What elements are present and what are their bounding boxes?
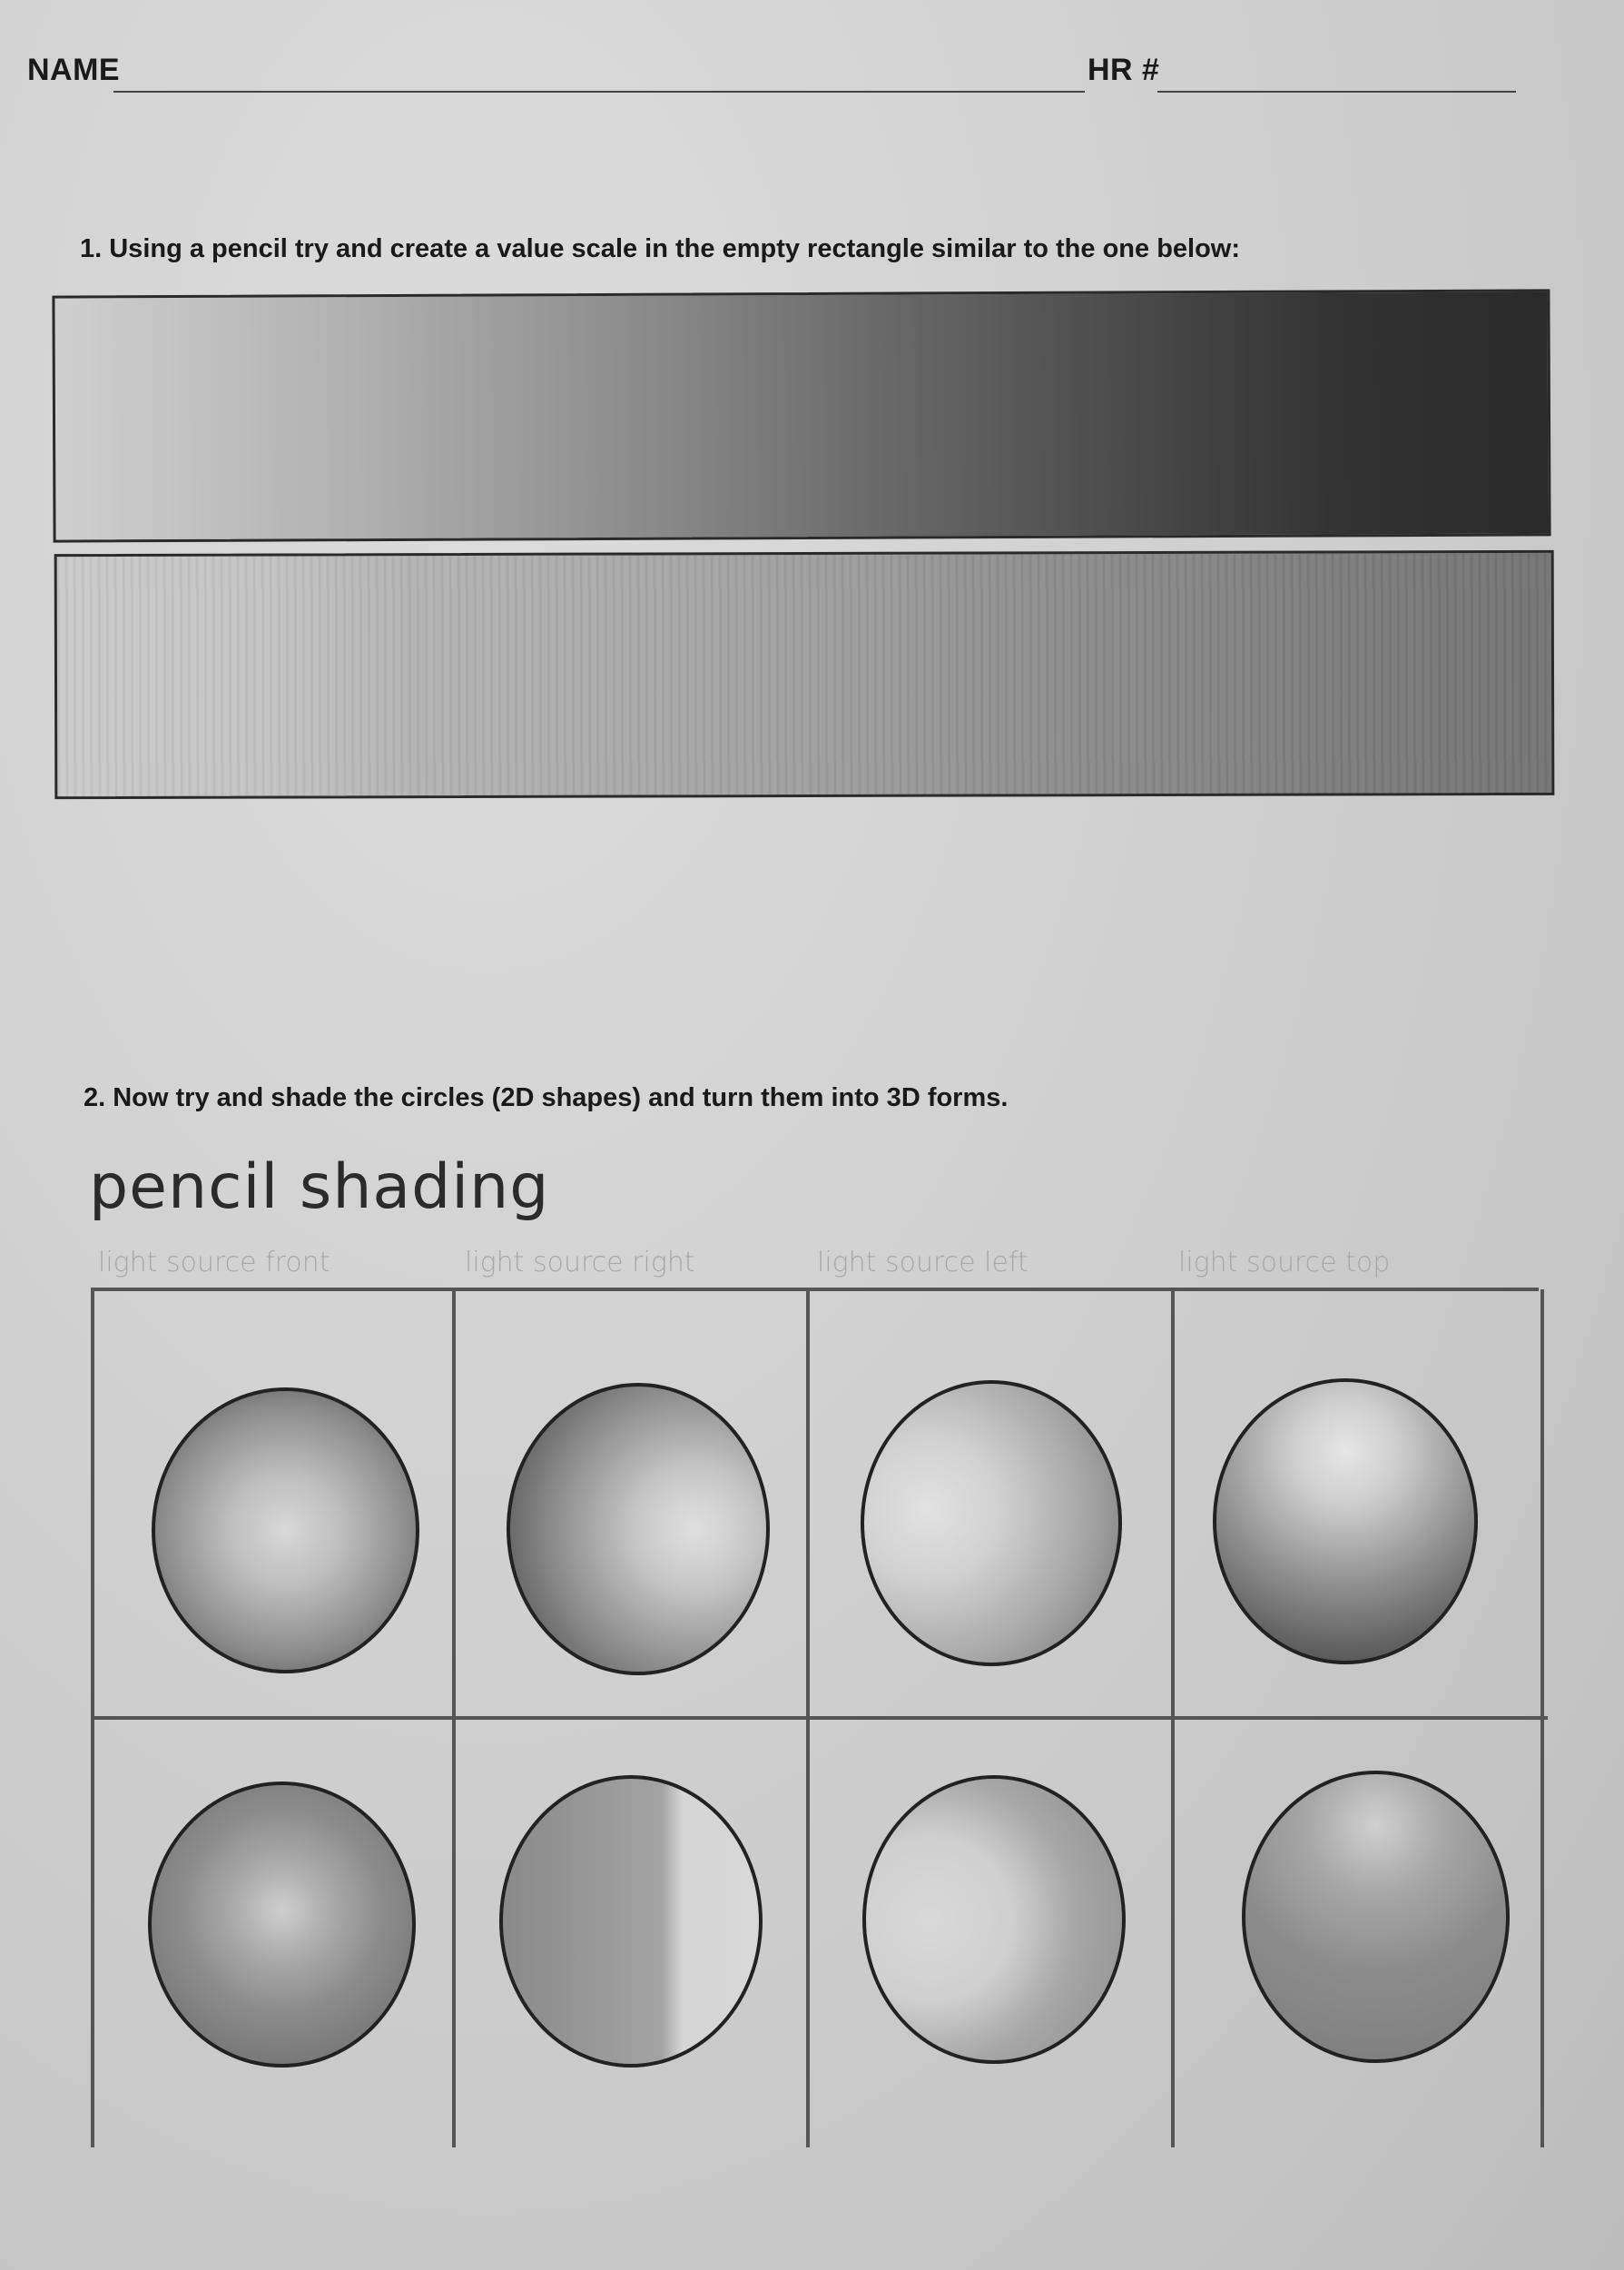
name-label: NAME (27, 53, 121, 87)
sphere-top-example (1213, 1378, 1478, 1664)
student-value-scale[interactable] (54, 550, 1555, 799)
question-2-text: 2. Now try and shade the circles (2D shapes) and turn them into 3D forms. (84, 1083, 1009, 1112)
grid-top-border (91, 1288, 1539, 1291)
hr-label: HR # (1088, 53, 1160, 87)
sphere-front-student[interactable] (148, 1781, 416, 2068)
sphere-top-student[interactable] (1242, 1771, 1510, 2063)
grid-left-border (91, 1289, 94, 2147)
sphere-left-example (861, 1380, 1122, 1666)
grid-divider-3 (1171, 1289, 1175, 2147)
sphere-left-student[interactable] (862, 1775, 1126, 2064)
column-label-front: light source front (98, 1247, 330, 1278)
sphere-right-student[interactable] (499, 1775, 763, 2068)
column-label-top: light source top (1178, 1247, 1391, 1278)
column-label-left: light source left (817, 1247, 1029, 1278)
grid-right-border (1540, 1289, 1544, 2147)
question-1-text: 1. Using a pencil try and create a value scale in the empty rectangle similar to the one below: (80, 234, 1241, 263)
pencil-shading-title: pencil shading (89, 1151, 550, 1223)
sphere-front-example (152, 1387, 419, 1673)
sphere-right-example (507, 1383, 770, 1675)
example-value-scale (52, 289, 1550, 542)
name-underline (113, 91, 1085, 93)
grid-middle-border (91, 1716, 1548, 1720)
column-label-right: light source right (465, 1247, 695, 1278)
grid-divider-1 (452, 1289, 456, 2147)
hr-underline (1157, 91, 1516, 93)
grid-divider-2 (806, 1289, 810, 2147)
